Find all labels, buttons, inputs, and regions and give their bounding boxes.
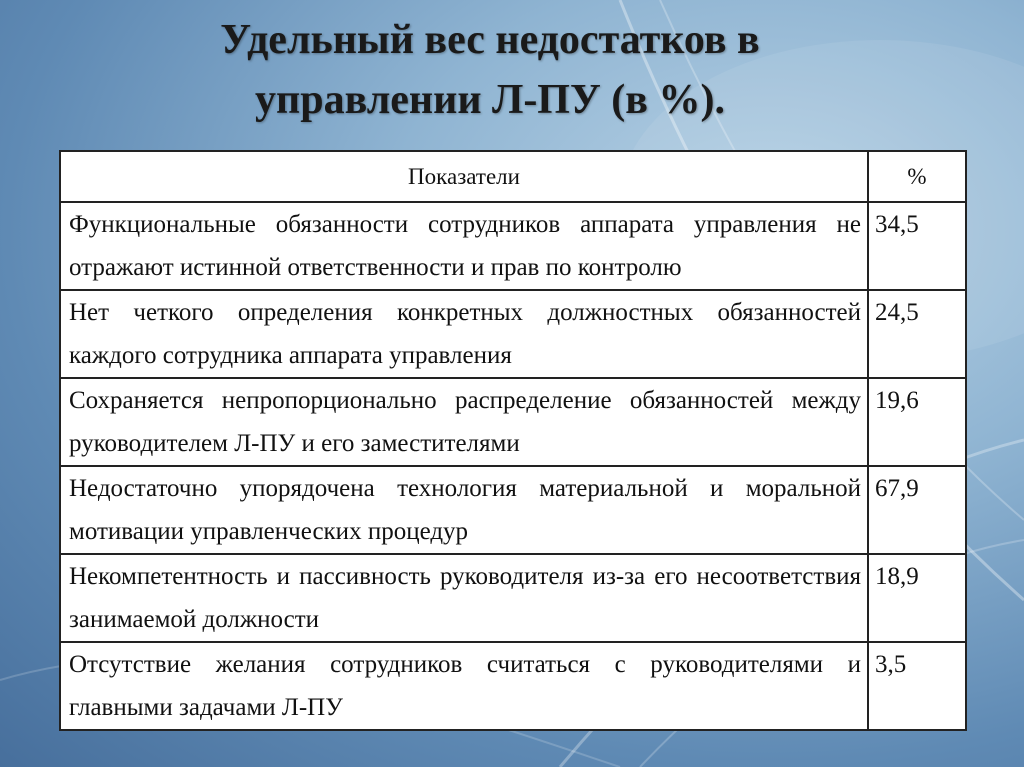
table-row [60,202,966,290]
percent-cell: 3,5 [868,642,966,730]
table-row [60,554,966,642]
table-row [60,466,966,554]
header-percent: % [868,151,966,202]
deficiencies-table [59,150,967,731]
slide-title-line-2: управлении Л-ПУ (в %). [255,77,725,123]
percent-cell: 67,9 [868,466,966,554]
table-row [60,290,966,378]
slide-title-line-1: Удельный вес недостатков в [220,17,760,63]
indicator-cell: Отсутствие желания сотрудников считаться с руководителями и главными задачами Л-ПУ [60,642,868,730]
indicator-cell: Функциональные обязанности сотрудников аппарата управления не отражают истинной ответственности и прав по контролю [60,202,868,290]
slide-title [0,10,980,130]
indicator-cell: Недостаточно упорядочена технология материальной и моральной мотивации управленческих процедур [60,466,868,554]
percent-cell: 19,6 [868,378,966,466]
indicator-cell: Сохраняется непропорционально распределение обязанностей между руководителем Л-ПУ и его заместителями [60,378,868,466]
header-indicators: Показатели [60,151,868,202]
percent-cell: 18,9 [868,554,966,642]
table-row [60,378,966,466]
table-header-row [60,151,966,202]
indicator-cell: Некомпетентность и пассивность руководителя из-за его несоответствия занимаемой должности [60,554,868,642]
indicator-cell: Нет четкого определения конкретных должностных обязанностей каждого сотрудника аппарата управления [60,290,868,378]
percent-cell: 24,5 [868,290,966,378]
percent-cell: 34,5 [868,202,966,290]
table-row [60,642,966,730]
